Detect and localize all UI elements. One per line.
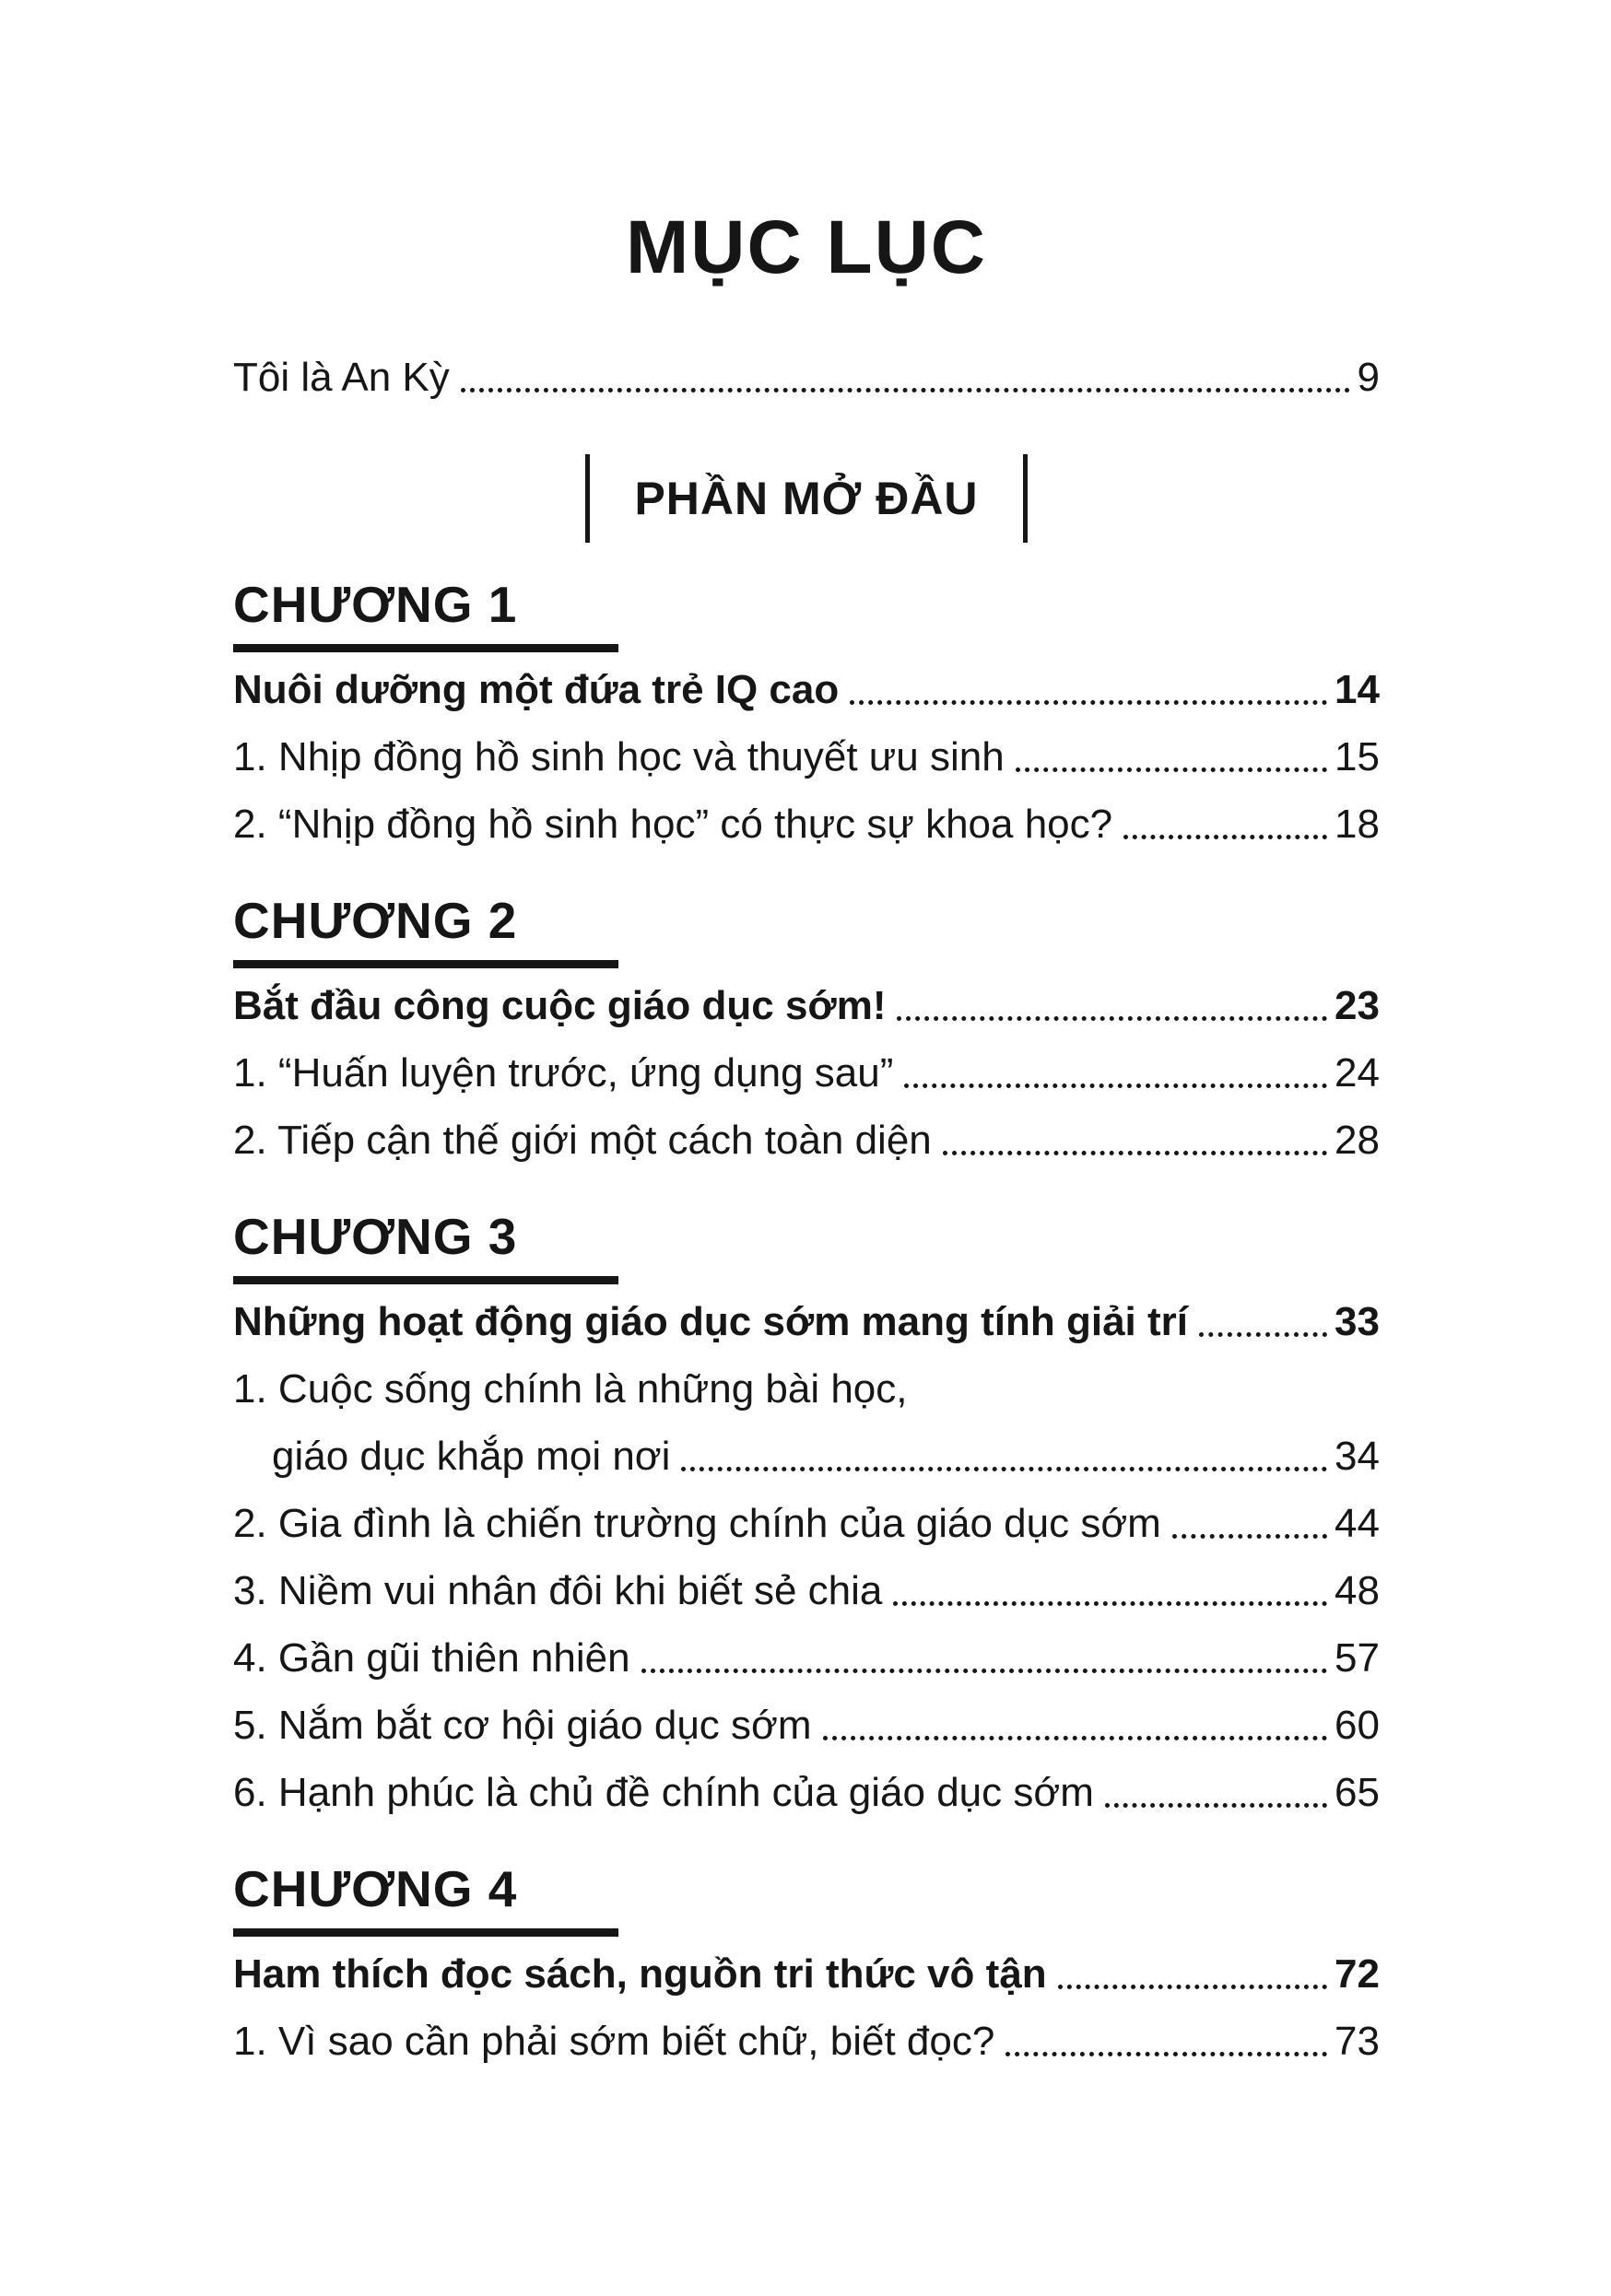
toc-entry-page: 57 [1335, 1635, 1380, 1681]
chapter-heading: CHƯƠNG 2 [233, 892, 518, 949]
chapter-title-page: 14 [1335, 667, 1380, 713]
dot-leader [1016, 767, 1327, 772]
part-header [233, 454, 1380, 543]
toc-entry-label: 1. Nhịp đồng hồ sinh học và thuyết ưu sinh [233, 734, 1005, 780]
toc-entry [233, 2009, 1380, 2076]
chapter-section-2 [233, 892, 1380, 1175]
dot-leader [461, 388, 1350, 392]
dot-leader [1172, 1534, 1327, 1539]
chapter-section-3 [233, 1208, 1380, 1827]
toc-entry-page: 34 [1335, 1434, 1380, 1480]
toc-entry-page: 24 [1335, 1050, 1380, 1096]
chapter-title-label: Ham thích đọc sách, nguồn tri thức vô tận [233, 1951, 1047, 1997]
toc-entry [233, 1040, 1380, 1107]
toc-entry-label: 2. “Nhịp đồng hồ sinh học” có thực sự khoa học? [233, 802, 1113, 848]
chapter-title-page: 33 [1335, 1299, 1380, 1345]
chapter-rule [233, 1276, 618, 1284]
chapter-section-1 [233, 576, 1380, 859]
chapter-title-row [233, 1941, 1380, 2009]
toc-entry-page: 28 [1335, 1118, 1380, 1164]
chapter-title-label: Nuôi dưỡng một đứa trẻ IQ cao [233, 667, 840, 713]
chapter-title-label: Những hoạt động giáo dục sớm mang tính giải trí [233, 1299, 1188, 1345]
part-header-label: PHẦN MỞ ĐẦU [634, 473, 979, 524]
toc-entry-page: 60 [1335, 1703, 1380, 1749]
toc-entry-label: giáo dục khắp mọi nơi [272, 1434, 671, 1480]
toc-entry [233, 1760, 1380, 1827]
toc-entry-page: 48 [1335, 1568, 1380, 1614]
dot-leader [681, 1467, 1327, 1471]
toc-entry [233, 1625, 1380, 1693]
toc-entry [233, 724, 1380, 791]
dot-leader [823, 1736, 1328, 1740]
toc-entry-label: 1. Vì sao cần phải sớm biết chữ, biết đọc? [233, 2019, 995, 2065]
chapter-section-4 [233, 1860, 1380, 2076]
toc-entry-label: 4. Gần gũi thiên nhiên [233, 1635, 630, 1681]
chapter-title-row [233, 657, 1380, 724]
dot-leader [1005, 2052, 1327, 2056]
chapter-title-row [233, 1289, 1380, 1356]
toc-entry [233, 1693, 1380, 1760]
chapter-heading: CHƯƠNG 4 [233, 1860, 518, 1917]
toc-entry-page: 18 [1335, 802, 1380, 848]
toc-entry-page: 9 [1357, 355, 1380, 401]
toc-entry-page: 73 [1335, 2019, 1380, 2065]
toc-entry [233, 1491, 1380, 1558]
dot-leader [850, 700, 1327, 705]
toc-entry-label: 2. Gia đình là chiến trường chính của giáo dục sớm [233, 1501, 1161, 1547]
chapter-title-page: 72 [1335, 1951, 1380, 1997]
dot-leader [904, 1084, 1327, 1088]
part-header-left-bar [585, 454, 590, 543]
chapter-rule [233, 644, 618, 652]
toc-entry-label: Tôi là An Kỳ [233, 355, 450, 401]
toc-entry-label: 5. Nắm bắt cơ hội giáo dục sớm [233, 1703, 812, 1749]
toc-entry-label: 1. Cuộc sống chính là những bài học, [233, 1366, 908, 1412]
toc-entry-intro [233, 345, 1380, 412]
toc-entry-label: 3. Niềm vui nhân đôi khi biết sẻ chia [233, 1568, 883, 1614]
dot-leader [897, 1016, 1327, 1021]
chapter-heading: CHƯƠNG 3 [233, 1208, 518, 1265]
chapter-title-label: Bắt đầu công cuộc giáo dục sớm! [233, 983, 887, 1029]
toc-entry-page: 44 [1335, 1501, 1380, 1547]
dot-leader [1105, 1803, 1327, 1808]
chapter-rule [233, 1928, 618, 1937]
dot-leader [1058, 1985, 1327, 1989]
dot-leader [1123, 835, 1327, 839]
toc-entry-label: 6. Hạnh phúc là chủ đề chính của giáo dục sớm [233, 1770, 1094, 1816]
toc-entry-page: 15 [1335, 734, 1380, 780]
part-header-right-bar [1023, 454, 1028, 543]
toc-entry [233, 791, 1380, 859]
toc-entry [233, 1107, 1380, 1175]
toc-entry [233, 1558, 1380, 1625]
chapter-heading: CHƯƠNG 1 [233, 576, 518, 633]
chapter-title-page: 23 [1335, 983, 1380, 1029]
dot-leader [943, 1151, 1327, 1155]
page-title: MỤC LỤC [625, 205, 988, 289]
toc-entry-continuation [233, 1423, 1380, 1491]
toc-entry [233, 1356, 1380, 1423]
dot-leader [641, 1669, 1328, 1673]
toc-entry-page: 65 [1335, 1770, 1380, 1816]
toc-entry-label: 1. “Huấn luyện trước, ứng dụng sau” [233, 1050, 894, 1096]
chapter-rule [233, 960, 618, 968]
dot-leader [893, 1601, 1327, 1606]
toc-entry-label: 2. Tiếp cận thế giới một cách toàn diện [233, 1118, 932, 1164]
chapter-title-row [233, 973, 1380, 1040]
dot-leader [1199, 1332, 1327, 1337]
